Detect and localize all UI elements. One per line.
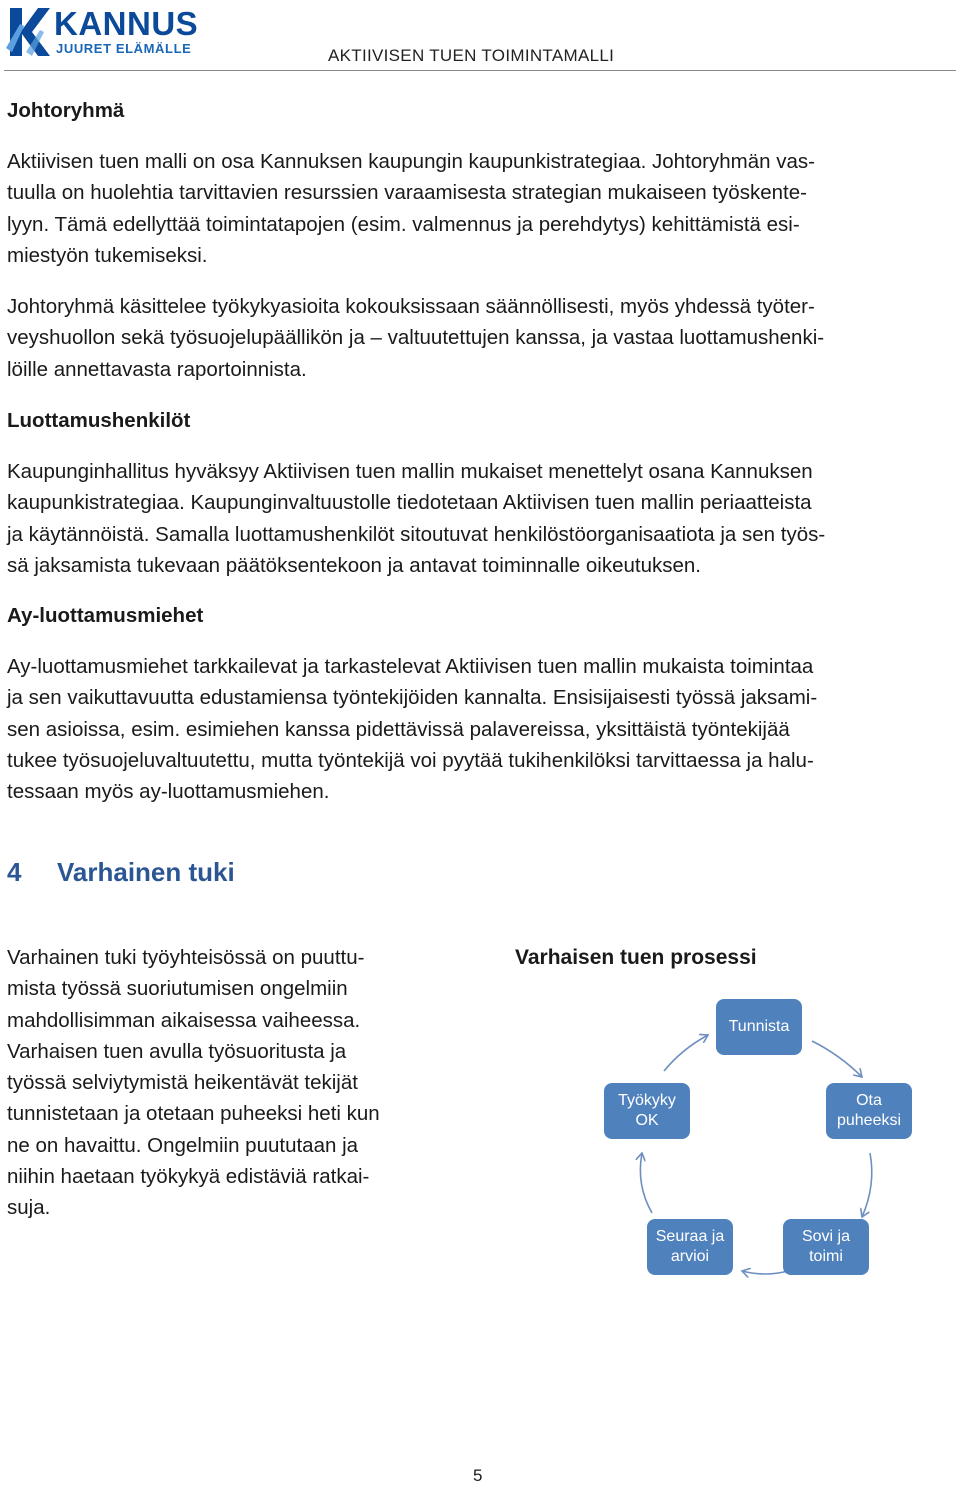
kannus-logo [4, 4, 204, 60]
document-title: AKTIIVISEN TUEN TOIMINTAMALLI [328, 46, 615, 65]
text-line: Varhainen tuki työyhteisössä on puuttu- [7, 946, 365, 969]
node-label: Tunnista [728, 1018, 790, 1035]
node-ota-puheeksi [826, 1083, 912, 1139]
node-label: puheeksi [836, 1112, 902, 1129]
text-line: sen asioissa, esim. esimiehen kanssa pidettävissä palavereissa, yksittäistä työntekijää [7, 717, 790, 741]
paragraph-johtoryhma-2 [7, 291, 942, 385]
node-label: toimi [809, 1248, 843, 1265]
paragraph-johtoryhma-1 [7, 146, 942, 271]
text-line: ja käytännöistä. Samalla luottamushenkilöt sitoutuvat henkilöstöorganisaatiota ja sen työs- [7, 522, 826, 546]
arrow-sovi-seuraa [742, 1271, 788, 1274]
page-header [0, 0, 960, 72]
arrow-tunnista-ota [812, 1041, 862, 1077]
text-line: mahdollisimman aikaisessa vaiheessa. [7, 1008, 361, 1032]
text-line: miestyön tukemiseksi. [7, 243, 208, 267]
node-sovi-ja-toimi [783, 1219, 869, 1275]
text-line: tunnistetaan ja otetaan puheeksi heti kun [7, 1102, 380, 1126]
node-label: arvioi [670, 1248, 710, 1265]
arrow-tyokyky-tunnista [664, 1035, 708, 1071]
text-line: veyshuollon sekä työsuojelupäällikön ja – valtuutettujen kanssa, ja vastaa luottamushenki- [7, 326, 825, 350]
diagram-title: Varhaisen tuen prosessi [515, 946, 757, 969]
text-line: Varhaisen tuen avulla työsuoritusta ja [7, 1039, 347, 1063]
text-line: suja. [7, 1196, 51, 1220]
text-line: tukee työsuojeluvaltuutettu, mutta työntekijä voi pyytää tukihenkilöksi tarvittaessa ja halu- [7, 748, 814, 772]
header-divider [4, 70, 956, 71]
paragraph-luottamushenkilot [7, 456, 942, 581]
paragraph-ay-luottamusmiehet [7, 651, 942, 807]
node-label: OK [635, 1112, 659, 1129]
text-line: ja sen vaikuttavuutta edustamiensa työntekijöiden kannalta. Ensisijaisesti työssä jaksami- [7, 686, 818, 710]
node-seuraa-ja-arvioi [647, 1219, 733, 1275]
heading-ay-luottamusmiehet: Ay-luottamusmiehet [7, 604, 204, 627]
node-tunnista [716, 999, 802, 1055]
text-line: Aktiivisen tuen malli on osa Kannuksen kaupungin kaupunkistrategiaa. Johtoryhmän vas- [7, 150, 815, 173]
text-line: löille annettavasta raportoinnista. [7, 357, 307, 381]
section-title: Varhainen tuki [57, 857, 235, 887]
page-number: 5 [473, 1466, 483, 1485]
node-label: Seuraa ja [655, 1228, 725, 1245]
text-line: ne on havaittu. Ongelmiin puututaan ja [7, 1133, 359, 1157]
heading-luottamushenkilot: Luottamushenkilöt [7, 409, 191, 432]
process-cycle-diagram [590, 985, 930, 1290]
arrow-ota-sovi [862, 1153, 872, 1217]
logo-mark-icon [4, 4, 54, 60]
text-line: Johtoryhmä käsittelee työkykyasioita kokouksissaan säännöllisesti, myös yhdessä työter- [7, 295, 815, 318]
text-line: tessaan myös ay-luottamusmiehen. [7, 780, 330, 804]
node-tyokyky-ok [604, 1083, 690, 1139]
node-label: Sovi ja [801, 1228, 851, 1245]
paragraph-varhainen-tuki [7, 942, 447, 1224]
node-label: Ota [856, 1092, 882, 1109]
text-line: niihin haetaan työkykyä edistäviä ratkai- [7, 1165, 370, 1189]
section-number: 4 [7, 857, 22, 887]
arrow-seuraa-tyokyky [640, 1153, 652, 1213]
logo-tagline: JUURET ELÄMÄLLE [56, 41, 192, 56]
text-line: Kaupunginhallitus hyväksyy Aktiivisen tuen mallin mukaiset menettelyt osana Kannuksen [7, 460, 813, 483]
text-line: kaupunkistrategiaa. Kaupunginvaltuustolle tiedotetaan Aktiivisen tuen mallin periaatteista [7, 491, 812, 515]
text-line: sä jaksamista tukevaan päätöksentekoon ja antavat toiminnalle oikeutuksen. [7, 553, 702, 577]
logo-wordmark: KANNUS [54, 5, 199, 42]
text-line: Ay-luottamusmiehet tarkkailevat ja tarkastelevat Aktiivisen tuen mallin mukaista toimintaa [7, 655, 814, 678]
text-line: lyyn. Tämä edellyttää toimintatapojen (esim. valmennus ja perehdytys) kehittämistä esi- [7, 212, 800, 236]
heading-johtoryhma: Johtoryhmä [7, 99, 125, 122]
node-label: Työkyky [618, 1092, 676, 1109]
text-line: työssä selviytymistä heikentävät tekijät [7, 1071, 358, 1095]
section-heading-varhainen-tuki [7, 855, 235, 889]
text-line: mista työssä suoriutumisen ongelmiin [7, 977, 348, 1001]
text-line: tuulla on huolehtia tarvittavien resurssien varaamisesta strategian mukaiseen työskente- [7, 181, 807, 205]
